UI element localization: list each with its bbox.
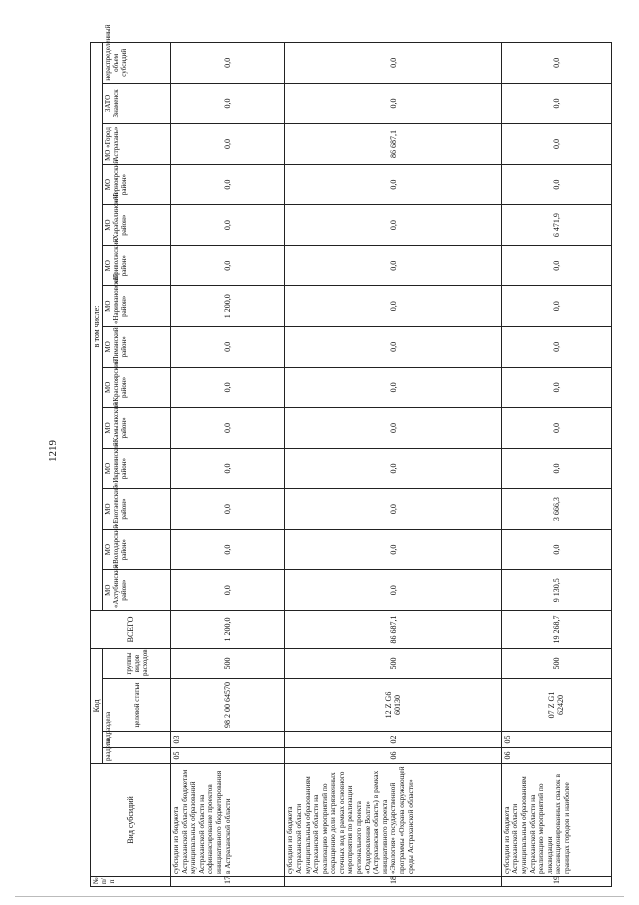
row-value: 86 687,1 bbox=[285, 124, 501, 165]
row-target: 12 Z G6 60130 bbox=[285, 679, 501, 732]
row-value: 0,0 bbox=[501, 164, 611, 205]
header-mo-13: нераспределенный объем субсидий bbox=[103, 42, 171, 83]
row-value: 9 130,5 bbox=[501, 570, 611, 611]
header-target: целевой статьи bbox=[103, 679, 171, 732]
row-value: 0,0 bbox=[171, 205, 285, 246]
header-total: ВСЕГО bbox=[91, 610, 171, 648]
row-section: 06 bbox=[501, 748, 611, 764]
header-mo-10: МО «Черноярский район» bbox=[103, 164, 171, 205]
row-value: 0,0 bbox=[171, 570, 285, 611]
rotated-table-container bbox=[90, 24, 612, 887]
row-desc: субсидии из бюджета Астраханской области муниципальным образованиям Астраханской области на реализацию мероприятий по сокращению доли загрязненных сточных вод в рамках основного мероприятия по реализации регионального проекта «Оздоровление Волги» (Астраханская область) в рамках инициативного проекта «Экология» государственной программы «Охрана окружающей среды Астраханской области» bbox=[285, 764, 501, 877]
header-code: Код bbox=[91, 648, 103, 763]
row-value: 0,0 bbox=[171, 327, 285, 368]
header-mo-8: МО «Приволжский район» bbox=[103, 245, 171, 286]
row-desc: субсидии из бюджета Астраханской области бюджетам муниципальных образований Астраханской области на софинансирование проектов инициативного бюджетирования в Астраханской области bbox=[171, 764, 285, 877]
row-value: 1 200,0 bbox=[171, 286, 285, 327]
header-mo-1: МО «Володарский район» bbox=[103, 529, 171, 570]
header-mo-2: МО «Енотаевский район» bbox=[103, 489, 171, 530]
row-value: 0,0 bbox=[501, 529, 611, 570]
row-value: 0,0 bbox=[285, 286, 501, 327]
row-value: 0,0 bbox=[171, 245, 285, 286]
row-subsection: 02 bbox=[285, 732, 501, 748]
table-row bbox=[171, 42, 285, 886]
header-mo-5: МО «Красноярский район» bbox=[103, 367, 171, 408]
row-desc: субсидии из бюджета Астраханской области муниципальным образованиям Астраханской области на реализацию мероприятий по ликвидации несанкционированных свалок в границах городов и наиболее bbox=[501, 764, 611, 877]
row-value: 0,0 bbox=[171, 124, 285, 165]
table-row bbox=[285, 42, 501, 886]
row-value: 0,0 bbox=[171, 367, 285, 408]
row-value: 0,0 bbox=[285, 42, 501, 83]
row-value: 0,0 bbox=[285, 570, 501, 611]
row-target: 98 2 00 64570 bbox=[171, 679, 285, 732]
row-value: 0,0 bbox=[285, 529, 501, 570]
header-section: раздела bbox=[103, 748, 171, 764]
header-mo-12: ЗАТО Знаменск bbox=[103, 83, 171, 124]
row-value: 0,0 bbox=[501, 83, 611, 124]
header-mo-3: МО «Икрянинский район» bbox=[103, 448, 171, 489]
row-value: 0,0 bbox=[285, 327, 501, 368]
row-value: 0,0 bbox=[285, 245, 501, 286]
row-target: 07 Z G1 62420 bbox=[501, 679, 611, 732]
row-value: 0,0 bbox=[501, 408, 611, 449]
header-mo-11: МО «Город Астрахань» bbox=[103, 124, 171, 165]
header-subsection: подраздела bbox=[103, 732, 171, 748]
row-value: 0,0 bbox=[171, 408, 285, 449]
row-value: 0,0 bbox=[171, 164, 285, 205]
header-group: группы видов расходов bbox=[103, 648, 171, 678]
row-value: 0,0 bbox=[501, 286, 611, 327]
row-value: 0,0 bbox=[285, 83, 501, 124]
header-incl: в том числе: bbox=[91, 42, 103, 610]
row-value: 0,0 bbox=[501, 367, 611, 408]
row-total: 86 687,1 bbox=[285, 610, 501, 648]
row-section: 05 bbox=[171, 748, 285, 764]
row-group: 500 bbox=[501, 648, 611, 678]
scan-edge-line bbox=[15, 896, 624, 897]
row-value: 3 666,3 bbox=[501, 489, 611, 530]
row-value: 0,0 bbox=[285, 408, 501, 449]
header-mo-4: МО «Камызякский район» bbox=[103, 408, 171, 449]
row-total: 19 268,7 bbox=[501, 610, 611, 648]
row-value: 0,0 bbox=[501, 327, 611, 368]
header-mo-0: МО «Ахтубинский район» bbox=[103, 570, 171, 611]
row-value: 0,0 bbox=[285, 164, 501, 205]
row-value: 0,0 bbox=[171, 448, 285, 489]
row-num: 18 bbox=[285, 877, 501, 887]
row-group: 500 bbox=[285, 648, 501, 678]
row-value: 0,0 bbox=[171, 529, 285, 570]
row-value: 0,0 bbox=[171, 42, 285, 83]
row-num: 19 bbox=[501, 877, 611, 887]
table-row bbox=[501, 42, 611, 886]
row-value: 0,0 bbox=[501, 124, 611, 165]
row-value: 0,0 bbox=[501, 448, 611, 489]
row-value: 0,0 bbox=[501, 245, 611, 286]
header-mo-7: МО «Наримановский район» bbox=[103, 286, 171, 327]
row-value: 0,0 bbox=[171, 489, 285, 530]
row-value: 0,0 bbox=[285, 367, 501, 408]
row-subsection: 03 bbox=[171, 732, 285, 748]
subsidy-table bbox=[90, 24, 612, 887]
row-value: 0,0 bbox=[285, 448, 501, 489]
header-type: Вид субсидий bbox=[91, 764, 171, 877]
header-num: № п/п bbox=[91, 877, 171, 887]
row-section: 06 bbox=[285, 748, 501, 764]
row-value: 0,0 bbox=[285, 205, 501, 246]
row-value: 6 471,9 bbox=[501, 205, 611, 246]
header-mo-6: МО «Лиманский район» bbox=[103, 327, 171, 368]
row-value: 0,0 bbox=[285, 489, 501, 530]
row-total: 1 200,0 bbox=[171, 610, 285, 648]
row-num: 17 bbox=[171, 877, 285, 887]
row-group: 500 bbox=[171, 648, 285, 678]
row-value: 0,0 bbox=[171, 83, 285, 124]
row-subsection: 05 bbox=[501, 732, 611, 748]
page-number: 1219 bbox=[47, 440, 59, 462]
row-value: 0,0 bbox=[501, 42, 611, 83]
header-mo-9: МО «Харабалинский район» bbox=[103, 205, 171, 246]
